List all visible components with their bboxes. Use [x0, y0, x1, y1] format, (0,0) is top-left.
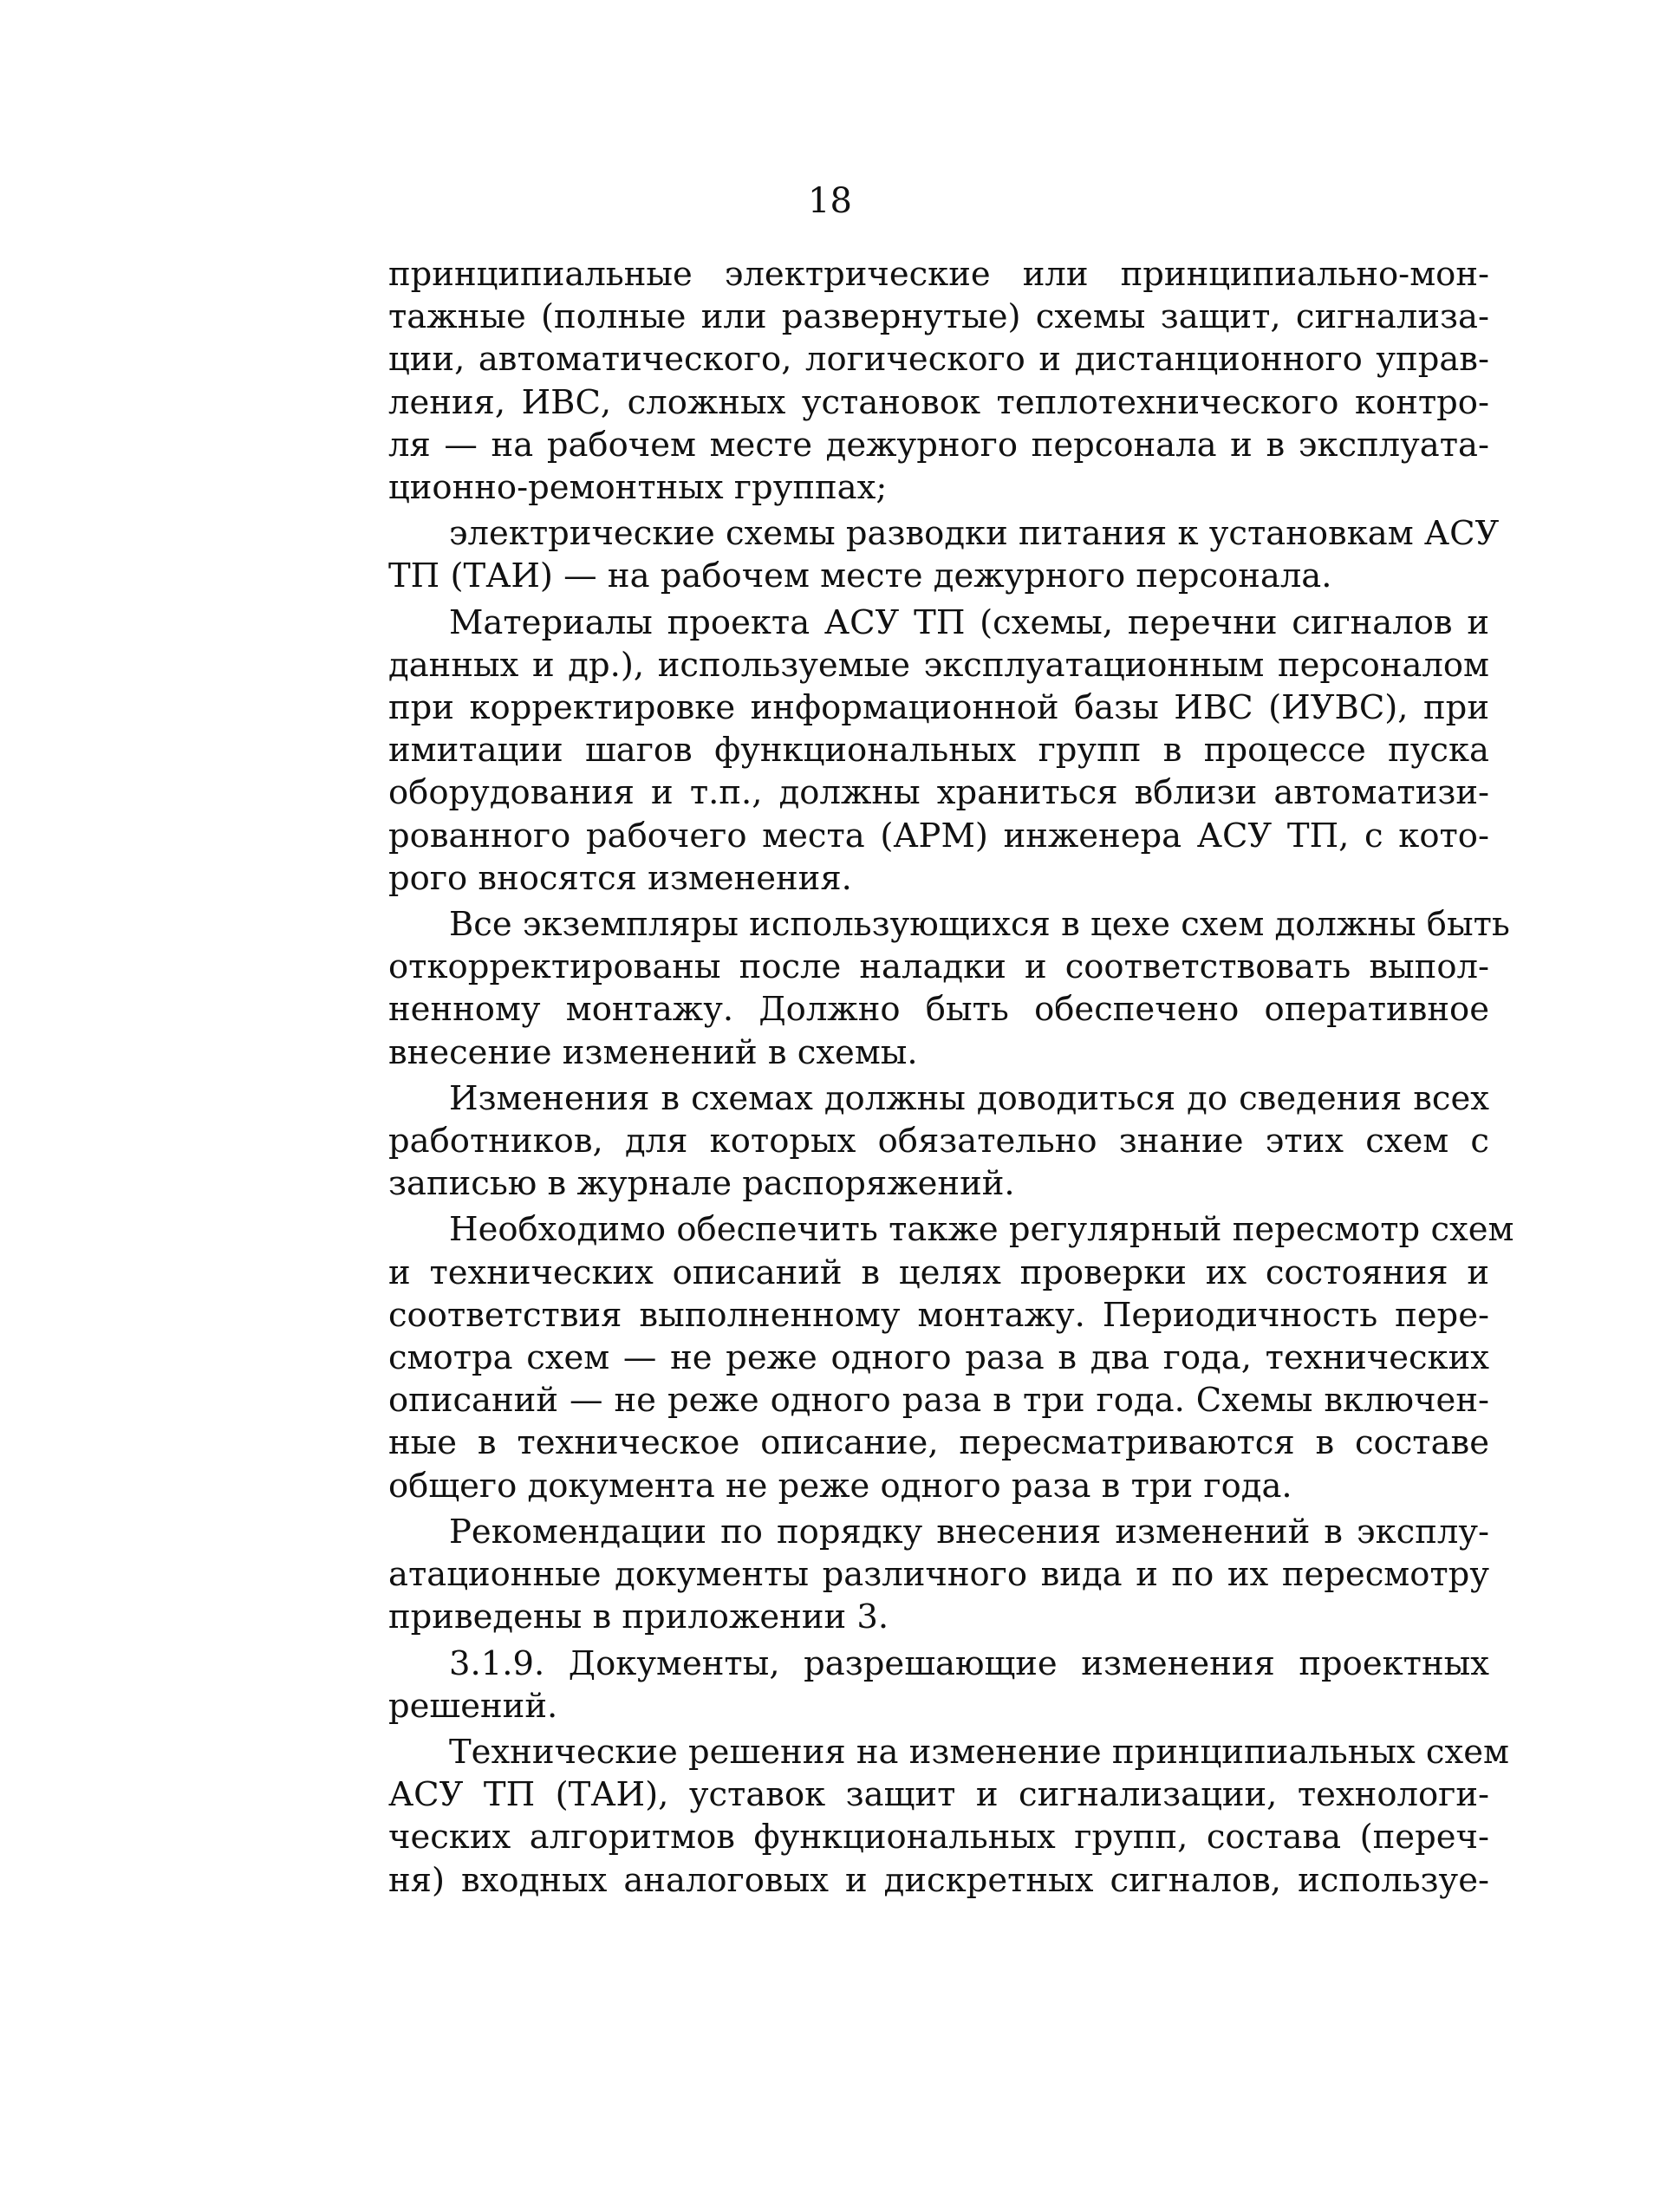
text-line: атационные документы различного вида и по их пересмотру	[388, 1555, 1489, 1595]
text-line: и технических описаний в целях проверки их состояния и	[388, 1252, 1489, 1292]
text-line: смотра схем — не реже одного раза в два года, технических	[388, 1338, 1489, 1378]
paragraph	[388, 1731, 1509, 1902]
text-line: работников, для которых обязательно знание этих схем с	[388, 1122, 1489, 1161]
text-line: описаний — не реже одного раза в три года. Схемы включен-	[388, 1381, 1489, 1421]
paragraph	[388, 1208, 1514, 1506]
text-line: решений.	[388, 1686, 558, 1726]
text-line: 3.1.9. Документы, разрешающие изменения проектных	[449, 1643, 1489, 1683]
text-line: данных и др.), используемые эксплуатационным персоналом	[388, 645, 1489, 685]
text-line: Технические решения на изменение принципиальных схем	[449, 1732, 1509, 1772]
text-line: приведены в приложении 3.	[388, 1597, 889, 1637]
text-line: рого вносятся изменения.	[388, 858, 852, 898]
text-line: АСУ ТП (ТАИ), уставок защит и сигнализации, технологи-	[388, 1775, 1489, 1815]
paragraph	[388, 903, 1510, 1074]
text-line: Необходимо обеспечить также регулярный пересмотр схем	[449, 1210, 1514, 1250]
text-line: ня) входных аналоговых и дискретных сигналов, используе-	[388, 1860, 1489, 1900]
text-line: ции, автоматического, логического и дистанционного управ-	[388, 340, 1489, 380]
text-line: Рекомендации по порядку внесения изменений в эксплу-	[449, 1512, 1489, 1552]
text-line: соответствия выполненному монтажу. Периодичность пере-	[388, 1295, 1489, 1335]
text-line: Материалы проекта АСУ ТП (схемы, перечни сигналов и	[449, 602, 1489, 642]
paragraph	[388, 602, 1489, 900]
text-line: имитации шагов функциональных групп в процессе пуска	[388, 731, 1489, 771]
text-line: Изменения в схемах должны доводиться до сведения всех	[449, 1078, 1489, 1118]
text-line: ные в техническое описание, пересматриваются в составе	[388, 1423, 1489, 1463]
text-line: ненному монтажу. Должно быть обеспечено оперативное	[388, 990, 1489, 1030]
text-line: общего документа не реже одного раза в три года.	[388, 1466, 1292, 1506]
text-line: ления, ИВС, сложных установок теплотехнического контро-	[388, 382, 1489, 422]
text-line: ционно-ремонтных группах;	[388, 468, 888, 508]
text-line: тажные (полные или развернутые) схемы защит, сигнализа-	[388, 297, 1489, 337]
text-line: Все экземпляры использующихся в цехе схем должны быть	[449, 905, 1510, 945]
text-line: оборудования и т.п., должны храниться вблизи автоматизи-	[388, 773, 1489, 813]
body-text	[388, 253, 1514, 1905]
text-line: электрические схемы разводки питания к установкам АСУ	[449, 514, 1500, 554]
text-line: ческих алгоритмов функциональных групп, состава (переч-	[388, 1818, 1489, 1857]
paragraph	[388, 1511, 1489, 1639]
page-number: 18	[808, 181, 852, 221]
text-line: при корректировке информационной базы ИВС (ИУВС), при	[388, 688, 1489, 728]
text-line: принципиальные электрические или принципиально-мон-	[388, 255, 1489, 294]
text-line: внесение изменений в схемы.	[388, 1032, 918, 1072]
paragraph	[388, 512, 1500, 597]
text-line: записью в журнале распоряжений.	[388, 1164, 1015, 1204]
text-line: рованного рабочего места (АРМ) инженера АСУ ТП, с кото-	[388, 816, 1489, 856]
paragraph	[388, 1077, 1489, 1206]
paragraph	[388, 253, 1489, 509]
text-line: откорректированы после наладки и соответствовать выпол-	[388, 947, 1489, 987]
paragraph	[388, 1643, 1489, 1727]
text-line: ТП (ТАИ) — на рабочем месте дежурного персонала.	[388, 556, 1332, 596]
text-line: ля — на рабочем месте дежурного персонала и в эксплуата-	[388, 425, 1489, 465]
